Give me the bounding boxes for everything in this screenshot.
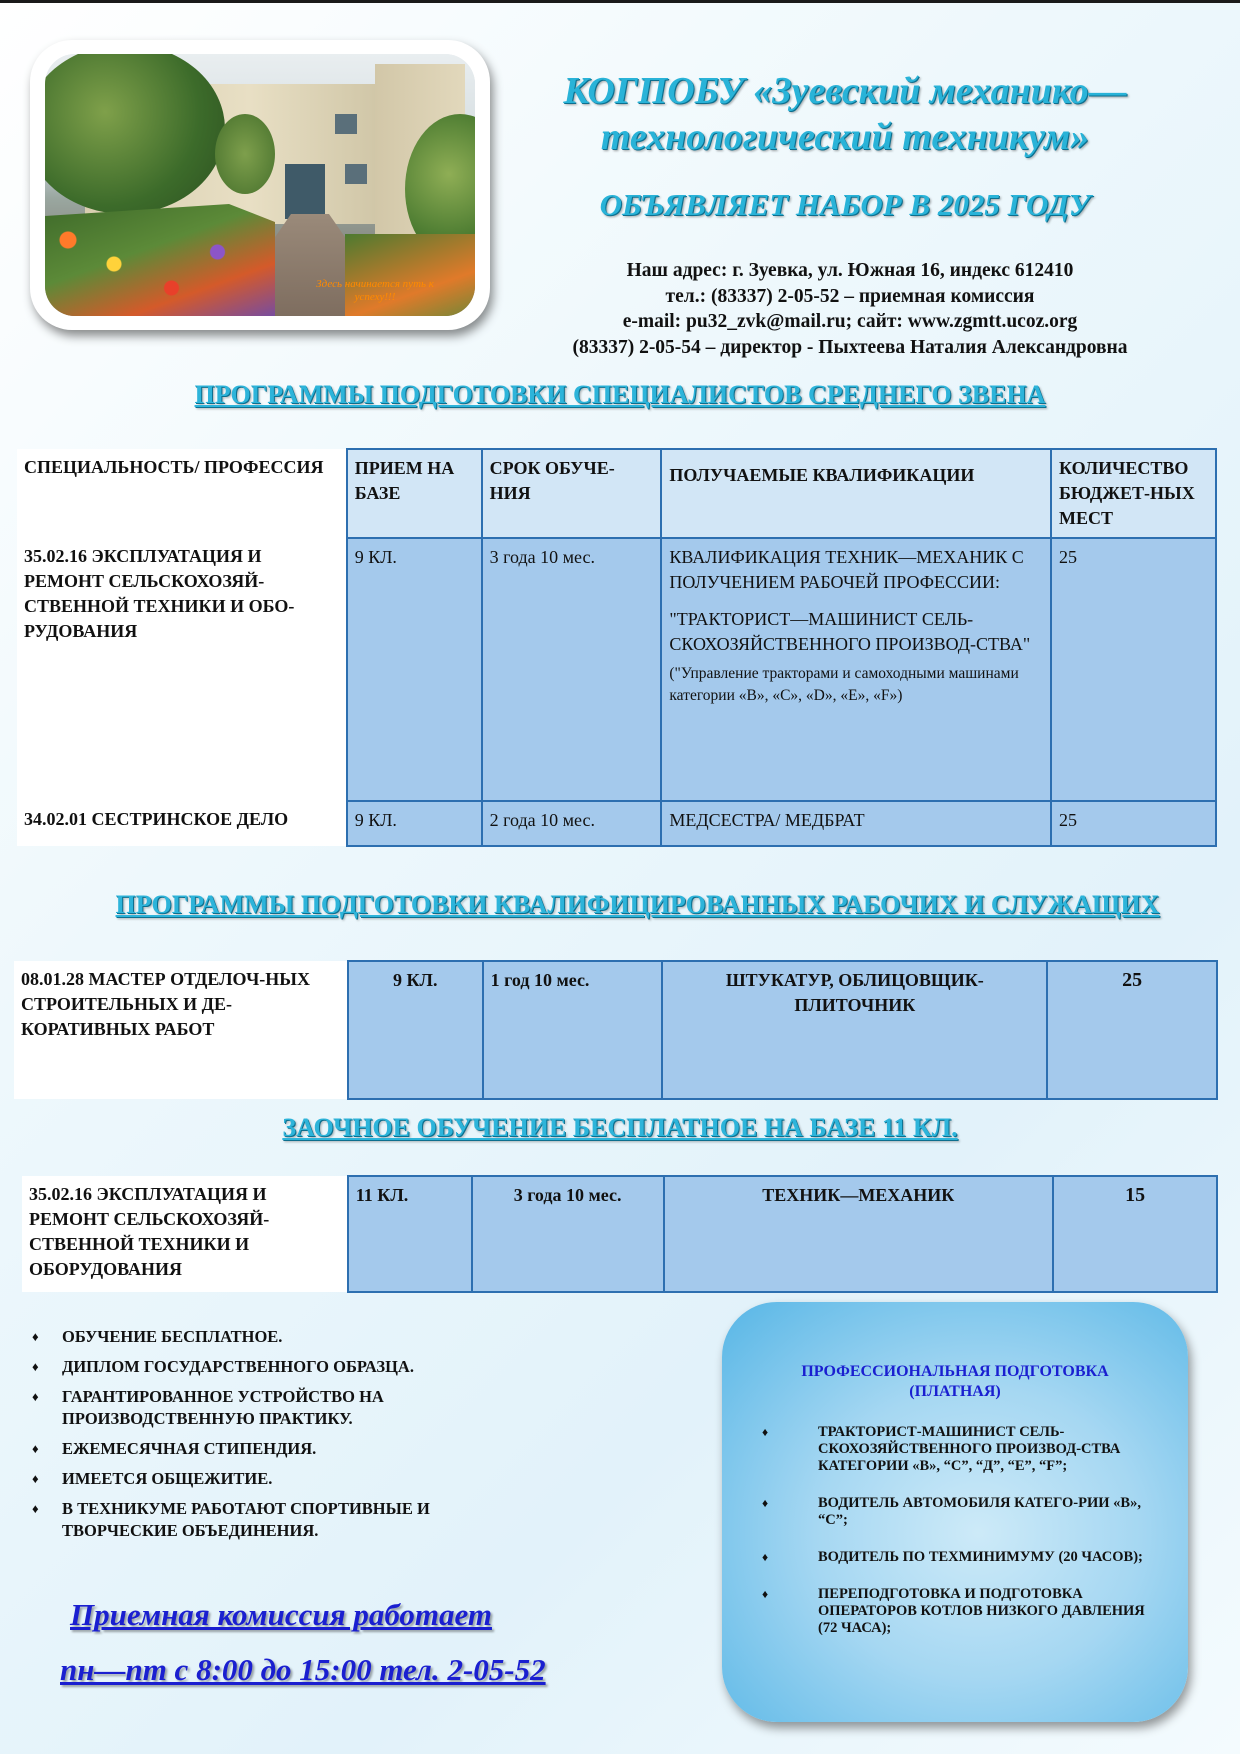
header-places: КОЛИЧЕСТВО БЮДЖЕТ-НЫХ МЕСТ [1051, 449, 1216, 538]
header-qualification-text: ПОЛУЧАЕМЫЕ КВАЛИФИКАЦИИ [669, 465, 975, 485]
diamond-bullet-icon: ♦ [32, 1359, 39, 1374]
distance-programs-table [22, 1175, 1218, 1293]
photo-caption: Здесь начинается путь к успеху!!! [316, 278, 434, 303]
title-line-1: КОГПОБУ «Зуевский механико— [563, 70, 1127, 112]
diamond-bullet-icon: ♦ [32, 1389, 39, 1404]
header-qualification [661, 449, 1051, 538]
director-line: (83337) 2-05-54 – директор - Пыхтеева Наталия Александровна [572, 336, 1128, 358]
section-distance-heading: ЗАОЧНОЕ ОБУЧЕНИЕ БЕСПЛАТНОЕ НА БАЗЕ 11 КЛ. [282, 1113, 958, 1142]
diamond-bullet-icon: ♦ [762, 1550, 769, 1564]
workers-programs-table [14, 960, 1218, 1100]
list-item [32, 1326, 532, 1348]
diamond-bullet-icon: ♦ [762, 1425, 769, 1439]
qualification-profession: "ТРАКТОРИСТ—МАШИНИСТ СЕЛЬ-СКОХОЗЯЙСТВЕННОГО ПРОИЗВОД-СТВА" [669, 609, 1031, 654]
row-qualification: МЕДСЕСТРА/ МЕДБРАТ [661, 801, 1051, 846]
benefit-text: В ТЕХНИКУМЕ РАБОТАЮТ СПОРТИВНЫЕ И ТВОРЧЕСКИЕ ОБЪЕДИНЕНИЯ. [62, 1499, 430, 1540]
admission-schedule-title: Приемная комиссия работает [70, 1597, 492, 1632]
list-item [32, 1438, 532, 1460]
paid-training-list [762, 1424, 1162, 1657]
list-item [762, 1424, 1162, 1475]
benefit-text: ГАРАНТИРОВАННОЕ УСТРОЙСТВО НА ПРОИЗВОДСТВЕННУЮ ПРАКТИКУ. [62, 1387, 384, 1428]
table-row [14, 961, 1217, 1099]
paid-training-title: ПРОФЕССИОНАЛЬНАЯ ПОДГОТОВКА (ПЛАТНАЯ) [801, 1363, 1109, 1400]
row-specialty: 08.01.28 МАСТЕР ОТДЕЛОЧ-НЫХ СТРОИТЕЛЬНЫХ И ДЕ-КОРАТИВНЫХ РАБОТ [14, 961, 348, 1099]
paid-item-text: ПЕРЕПОДГОТОВКА И ПОДГОТОВКА ОПЕРАТОРОВ КОТЛОВ НИЗКОГО ДАВЛЕНИЯ (72 ЧАСА); [818, 1586, 1145, 1636]
list-item [32, 1468, 532, 1490]
row-places: 15 [1053, 1176, 1217, 1292]
college-title [520, 68, 1170, 160]
benefit-text: ОБУЧЕНИЕ БЕСПЛАТНОЕ. [62, 1327, 283, 1346]
row-term: 3 года 10 мес. [472, 1176, 664, 1292]
row-qualification: ШТУКАТУР, ОБЛИЦОВЩИК-ПЛИТОЧНИК [662, 961, 1047, 1099]
list-item [762, 1495, 1162, 1529]
row-places: 25 [1051, 538, 1216, 801]
row-qualification [661, 538, 1051, 801]
list-item [762, 1586, 1162, 1637]
list-item [762, 1549, 1162, 1566]
title-line-2: технологический техникум» [600, 116, 1090, 158]
list-item [32, 1498, 532, 1542]
row-base: 9 КЛ. [347, 538, 482, 801]
row-base: 9 КЛ. [348, 961, 483, 1099]
table-row [17, 538, 1216, 801]
enrollment-announcement: ОБЪЯВЛЯЕТ НАБОР В 2025 ГОДУ [599, 187, 1091, 222]
header-base: ПРИЕМ НА БАЗЕ [347, 449, 482, 538]
address-line: Наш адрес: г. Зуевка, ул. Южная 16, индекс 612410 [626, 260, 1074, 281]
phone-line: тел.: (83337) 2-05-52 – приемная комиссия [665, 285, 1035, 307]
header-term: СРОК ОБУЧЕ-НИЯ [482, 449, 662, 538]
header-specialty: СПЕЦИАЛЬНОСТЬ/ ПРОФЕССИЯ [17, 449, 347, 538]
benefit-text: ДИПЛОМ ГОСУДАРСТВЕННОГО ОБРАЗЦА. [62, 1357, 414, 1376]
diamond-bullet-icon: ♦ [762, 1587, 769, 1601]
paid-training-box [722, 1302, 1188, 1722]
benefit-text: ИМЕЕТСЯ ОБЩЕЖИТИЕ. [62, 1469, 273, 1488]
top-rule [0, 0, 1240, 3]
diamond-bullet-icon: ♦ [762, 1496, 769, 1510]
diamond-bullet-icon: ♦ [32, 1441, 39, 1456]
row-term: 1 год 10 мес. [483, 961, 663, 1099]
row-specialty: 35.02.16 ЭКСПЛУАТАЦИЯ И РЕМОНТ СЕЛЬСКОХОЗЯЙ-СТВЕННОЙ ТЕХНИКИ И ОБО-РУДОВАНИЯ [17, 538, 347, 801]
email-site-line: e-mail: pu32_zvk@mail.ru; сайт: www.zgmtt.ucoz.org [622, 311, 1078, 332]
diamond-bullet-icon: ♦ [32, 1471, 39, 1486]
table-row [17, 801, 1216, 846]
diamond-bullet-icon: ♦ [32, 1501, 39, 1516]
row-places: 25 [1051, 801, 1216, 846]
list-item [32, 1356, 532, 1378]
qualification-main: КВАЛИФИКАЦИЯ ТЕХНИК—МЕХАНИК С ПОЛУЧЕНИЕМ РАБОЧЕЙ ПРОФЕССИИ: [669, 547, 1024, 592]
paid-item-text: ТРАКТОРИСТ-МАШИНИСТ СЕЛЬ-СКОХОЗЯЙСТВЕННОГО ПРОИЗВОД-СТВА КАТЕГОРИИ «В», “С”, “Д”, “Е”, “F”; [818, 1424, 1121, 1474]
paid-item-text: ВОДИТЕЛЬ ПО ТЕХМИНИМУМУ (20 ЧАСОВ); [818, 1549, 1143, 1565]
admission-schedule-hours: пн—пт с 8:00 до 15:00 тел. 2-05-52 [60, 1652, 546, 1687]
diamond-bullet-icon: ♦ [32, 1329, 39, 1344]
table-header-row [17, 449, 1216, 538]
paid-item-text: ВОДИТЕЛЬ АВТОМОБИЛЯ КАТЕГО-РИИ «В», “С”; [818, 1495, 1141, 1528]
row-specialty: 35.02.16 ЭКСПЛУАТАЦИЯ И РЕМОНТ СЕЛЬСКОХОЗЯЙ-СТВЕННОЙ ТЕХНИКИ И ОБОРУДОВАНИЯ [22, 1176, 348, 1292]
row-specialty: 34.02.01 СЕСТРИНСКОЕ ДЕЛО [17, 801, 347, 846]
mid-level-programs-table [17, 448, 1217, 847]
section-mid-level-heading: ПРОГРАММЫ ПОДГОТОВКИ СПЕЦИАЛИСТОВ СРЕДНЕГО ЗВЕНА [194, 380, 1046, 409]
row-base: 9 КЛ. [347, 801, 482, 846]
row-term: 3 года 10 мес. [482, 538, 662, 801]
benefit-text: ЕЖЕМЕСЯЧНАЯ СТИПЕНДИЯ. [62, 1439, 317, 1458]
benefits-list [32, 1326, 532, 1550]
row-base: 11 КЛ. [348, 1176, 472, 1292]
list-item [32, 1386, 532, 1430]
contact-block [500, 258, 1200, 360]
row-qualification: ТЕХНИК—МЕХАНИК [664, 1176, 1054, 1292]
row-places: 25 [1047, 961, 1217, 1099]
row-term: 2 года 10 мес. [482, 801, 662, 846]
table-row [22, 1176, 1217, 1292]
qualification-note: ("Управление тракторами и самоходными машинами категории «В», «С», «D», «Е», «F») [669, 665, 1019, 704]
section-workers-heading: ПРОГРАММЫ ПОДГОТОВКИ КВАЛИФИЦИРОВАННЫХ РАБОЧИХ И СЛУЖАЩИХ [115, 890, 1160, 919]
college-photo [45, 54, 475, 316]
college-photo-frame [30, 40, 490, 330]
